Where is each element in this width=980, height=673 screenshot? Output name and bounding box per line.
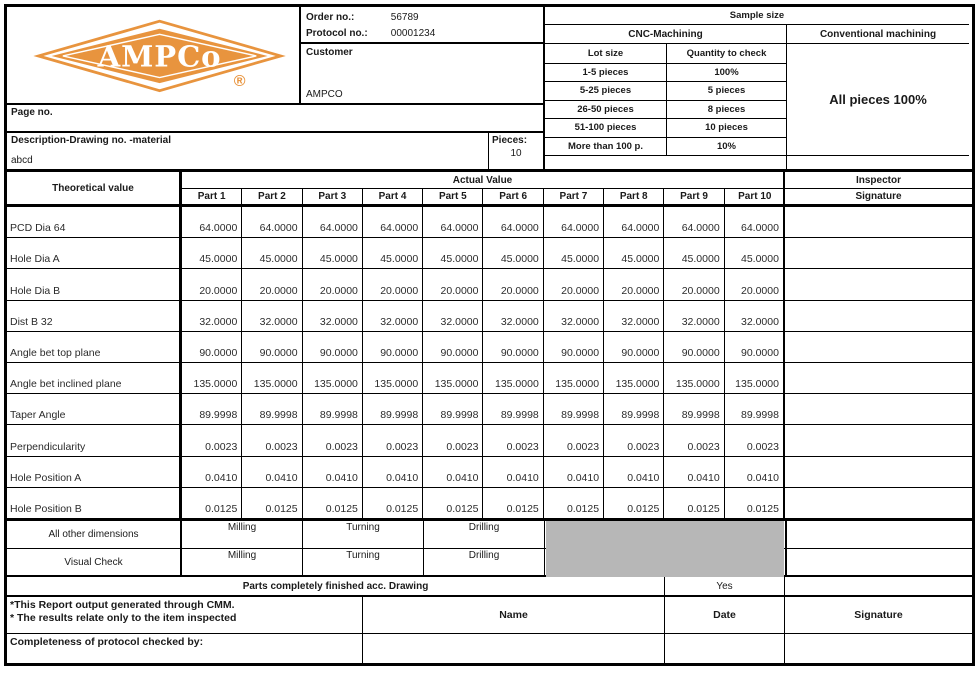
measurement-label: Hole Dia A <box>7 238 182 268</box>
turning-cell: Turning <box>303 549 424 575</box>
measurement-value: 20.0000 <box>363 269 423 299</box>
part-headers-row <box>182 189 783 204</box>
header-left <box>7 7 543 169</box>
report-note-line2: * The results relate only to the item inspected <box>10 612 237 624</box>
measurement-value: 64.0000 <box>182 207 242 237</box>
description-value: abcd <box>11 155 33 166</box>
measurement-value: 135.0000 <box>363 363 423 393</box>
name-label: Name <box>363 597 665 633</box>
measurement-value: 135.0000 <box>483 363 543 393</box>
measurement-value: 90.0000 <box>725 332 785 362</box>
measurement-value: 64.0000 <box>604 207 664 237</box>
measurement-value: 90.0000 <box>242 332 302 362</box>
measurement-value: 64.0000 <box>242 207 302 237</box>
measurement-row <box>7 488 972 518</box>
part-header: Part 7 <box>544 189 604 204</box>
inspector-empty-cell <box>785 549 972 575</box>
protocol-value: 00001234 <box>390 28 436 39</box>
order-label: Order no.: <box>306 12 355 23</box>
measurement-rows <box>7 207 972 518</box>
lot-size-table <box>545 44 787 156</box>
measurement-value: 0.0023 <box>303 425 363 455</box>
measurement-value: 0.0410 <box>725 457 785 487</box>
customer-cell <box>301 44 543 103</box>
inspector-signature-empty-cell <box>785 301 972 331</box>
measurement-value: 0.0023 <box>544 425 604 455</box>
registered-trademark-icon: ® <box>233 72 246 90</box>
measurement-value: 0.0023 <box>363 425 423 455</box>
measurement-value: 64.0000 <box>483 207 543 237</box>
lot-size-row <box>545 119 786 138</box>
measurement-row <box>7 457 972 488</box>
part-header: Part 5 <box>423 189 483 204</box>
completeness-name-empty <box>363 634 665 663</box>
header-band <box>7 7 972 172</box>
turning-cell: Turning <box>303 521 424 548</box>
measurement-value: 32.0000 <box>182 301 242 331</box>
customer-label: Customer <box>306 47 353 58</box>
measurement-value: 135.0000 <box>242 363 302 393</box>
milling-cell: Milling <box>182 549 303 575</box>
inspector-signature-empty-cell <box>785 425 972 455</box>
measurement-label: Perpendicularity <box>7 425 182 455</box>
measurement-value: 89.9998 <box>242 394 302 424</box>
measurement-value: 20.0000 <box>604 269 664 299</box>
measurement-row <box>7 425 972 456</box>
footer-band <box>7 518 972 663</box>
measurement-value: 0.0125 <box>725 488 785 518</box>
visual-check-row <box>7 549 972 577</box>
measurement-value: 135.0000 <box>604 363 664 393</box>
measurement-value: 0.0410 <box>483 457 543 487</box>
inspector-signature-empty-cell <box>785 332 972 362</box>
lot-size-cell: 1-5 pieces <box>545 64 667 82</box>
measurement-value: 90.0000 <box>604 332 664 362</box>
measurement-label: Hole Position B <box>7 488 182 518</box>
lot-size-row <box>545 64 786 83</box>
measurement-value: 0.0023 <box>423 425 483 455</box>
measurement-value: 135.0000 <box>544 363 604 393</box>
measurement-value: 45.0000 <box>604 238 664 268</box>
cnc-machining-header: CNC-Machining <box>545 25 787 43</box>
measurement-value: 45.0000 <box>242 238 302 268</box>
measurement-value: 45.0000 <box>544 238 604 268</box>
measurement-value: 90.0000 <box>544 332 604 362</box>
pieces-cell <box>488 133 543 169</box>
part-header: Part 4 <box>363 189 423 204</box>
measurement-value: 64.0000 <box>544 207 604 237</box>
report-note-row <box>7 597 972 634</box>
measurement-value: 90.0000 <box>483 332 543 362</box>
measurement-row <box>7 394 972 425</box>
measurement-value: 0.0023 <box>664 425 724 455</box>
measurement-value: 0.0125 <box>604 488 664 518</box>
ampco-logo <box>7 7 301 103</box>
quantity-to-check-cell: 8 pieces <box>707 103 746 115</box>
inspector-empty-cell <box>785 521 972 548</box>
order-protocol-cell <box>301 7 543 44</box>
part-header: Part 9 <box>664 189 724 204</box>
visual-check-label: Visual Check <box>7 549 182 575</box>
measurement-value: 20.0000 <box>725 269 785 299</box>
lot-size-row <box>545 101 786 120</box>
measurement-label: PCD Dia 64 <box>7 207 182 237</box>
measurement-value: 135.0000 <box>664 363 724 393</box>
completeness-label: Completeness of protocol checked by: <box>7 634 363 663</box>
measurement-row <box>7 332 972 363</box>
measurement-value: 32.0000 <box>363 301 423 331</box>
measurement-label: Angle bet inclined plane <box>7 363 182 393</box>
measurement-label: Dist B 32 <box>7 301 182 331</box>
completeness-row <box>7 634 972 663</box>
measurement-value: 45.0000 <box>423 238 483 268</box>
report-note <box>7 597 363 633</box>
measurement-value: 32.0000 <box>604 301 664 331</box>
measurement-value: 0.0125 <box>544 488 604 518</box>
measurement-value: 0.0125 <box>664 488 724 518</box>
logo-wordmark: AMPCo <box>97 39 222 74</box>
measurement-value: 89.9998 <box>303 394 363 424</box>
quantity-to-check-cell: 100% <box>714 66 739 78</box>
measurement-value: 45.0000 <box>664 238 724 268</box>
lot-size-cell: 26-50 pieces <box>545 101 667 119</box>
sample-size-title: Sample size <box>545 7 969 25</box>
inspector-signature-empty-cell <box>785 238 972 268</box>
measurement-value: 135.0000 <box>725 363 785 393</box>
customer-value: AMPCO <box>306 89 343 100</box>
lot-size-column-header: Lot size <box>545 44 667 63</box>
measurement-value: 90.0000 <box>423 332 483 362</box>
all-other-dimensions-label: All other dimensions <box>7 521 182 548</box>
sample-size-table <box>543 7 969 169</box>
pieces-value: 10 <box>510 148 522 159</box>
theoretical-value-header: Theoretical value <box>7 172 182 204</box>
measurement-value: 32.0000 <box>483 301 543 331</box>
measurement-value: 90.0000 <box>363 332 423 362</box>
measurement-label: Hole Position A <box>7 457 182 487</box>
measurement-value: 0.0125 <box>363 488 423 518</box>
measurement-value: 0.0023 <box>242 425 302 455</box>
measurement-value: 20.0000 <box>483 269 543 299</box>
part-header: Part 10 <box>738 191 772 202</box>
measurement-value: 45.0000 <box>483 238 543 268</box>
measurement-value: 0.0410 <box>242 457 302 487</box>
measurement-value: 64.0000 <box>725 207 785 237</box>
measurement-value: 45.0000 <box>363 238 423 268</box>
report-note-line1: *This Report output generated through CMM. <box>10 599 235 611</box>
measurement-value: 89.9998 <box>664 394 724 424</box>
drilling-cell: Drilling <box>424 549 545 575</box>
measurement-value: 89.9998 <box>423 394 483 424</box>
measurement-value: 0.0410 <box>423 457 483 487</box>
inspector-signature-empty-cell <box>785 207 972 237</box>
inspector-signature-empty-cell <box>785 394 972 424</box>
lot-size-cell: More than 100 p. <box>545 138 667 156</box>
part-header: Part 6 <box>483 189 543 204</box>
measurement-value: 90.0000 <box>664 332 724 362</box>
measurement-value: 64.0000 <box>363 207 423 237</box>
parts-finished-row <box>7 577 972 597</box>
inspector-signature-empty-cell <box>785 269 972 299</box>
measurement-value: 45.0000 <box>182 238 242 268</box>
lot-size-row <box>545 138 786 157</box>
lot-size-row <box>545 82 786 101</box>
measurement-value: 20.0000 <box>242 269 302 299</box>
date-label: Date <box>665 597 785 633</box>
measurement-value: 32.0000 <box>303 301 363 331</box>
signature-label: Signature <box>854 609 903 621</box>
measurement-value: 32.0000 <box>725 301 785 331</box>
ampco-logo-image <box>13 9 293 101</box>
parts-finished-label: Parts completely finished acc. Drawing <box>7 577 665 595</box>
drilling-cell: Drilling <box>424 521 545 548</box>
actual-value-header: Actual Value <box>182 172 783 189</box>
measurement-value: 0.0023 <box>604 425 664 455</box>
measurement-value: 20.0000 <box>544 269 604 299</box>
measurement-value: 0.0410 <box>363 457 423 487</box>
part-header: Part 1 <box>182 189 242 204</box>
measurement-value: 0.0410 <box>182 457 242 487</box>
completeness-signature-empty <box>785 634 972 663</box>
part-header: Part 3 <box>303 189 363 204</box>
part-header: Part 8 <box>604 189 664 204</box>
order-value: 56789 <box>390 12 419 23</box>
measurement-value: 0.0023 <box>725 425 785 455</box>
measurement-value: 0.0410 <box>303 457 363 487</box>
measurement-value: 135.0000 <box>423 363 483 393</box>
measurement-value: 90.0000 <box>303 332 363 362</box>
inspector-signature-empty-cell <box>785 363 972 393</box>
inspection-protocol-sheet <box>4 4 975 666</box>
all-other-dimensions-row <box>7 521 972 549</box>
measurement-value: 32.0000 <box>423 301 483 331</box>
measurement-value: 20.0000 <box>303 269 363 299</box>
measurement-value: 45.0000 <box>303 238 363 268</box>
measurement-value: 0.0410 <box>604 457 664 487</box>
not-applicable-gray-box <box>546 521 784 577</box>
lot-size-cell: 51-100 pieces <box>545 119 667 137</box>
inspector-signature-empty-cell <box>785 457 972 487</box>
milling-cell: Milling <box>182 521 303 548</box>
measurement-value: 32.0000 <box>544 301 604 331</box>
measurement-value: 89.9998 <box>604 394 664 424</box>
parts-finished-value: Yes <box>665 577 785 595</box>
measurement-value: 90.0000 <box>182 332 242 362</box>
conventional-machining-value: All pieces 100% <box>787 44 969 156</box>
measurement-value: 20.0000 <box>664 269 724 299</box>
pieces-label: Pieces: <box>492 135 528 146</box>
measurement-table-header <box>7 172 972 207</box>
measurement-value: 0.0125 <box>483 488 543 518</box>
quantity-to-check-cell: 10% <box>716 140 736 152</box>
measurement-value: 0.0410 <box>544 457 604 487</box>
measurement-value: 0.0125 <box>182 488 242 518</box>
measurement-label: Taper Angle <box>7 394 182 424</box>
measurement-value: 135.0000 <box>303 363 363 393</box>
measurement-value: 0.0023 <box>483 425 543 455</box>
protocol-label: Protocol no.: <box>306 28 368 39</box>
measurement-value: 0.0023 <box>182 425 242 455</box>
measurement-label: Hole Dia B <box>7 269 182 299</box>
inspector-header: Inspector <box>785 172 972 189</box>
measurement-value: 0.0410 <box>664 457 724 487</box>
measurement-row <box>7 269 972 300</box>
measurement-row <box>7 363 972 394</box>
lot-size-cell: 5-25 pieces <box>545 82 667 100</box>
measurement-value: 64.0000 <box>423 207 483 237</box>
measurement-value: 20.0000 <box>423 269 483 299</box>
measurement-value: 20.0000 <box>182 269 242 299</box>
measurement-value: 135.0000 <box>182 363 242 393</box>
measurement-value: 64.0000 <box>303 207 363 237</box>
part-header: Part 2 <box>242 189 302 204</box>
description-label: Description-Drawing no. -material <box>11 135 172 146</box>
measurement-label: Angle bet top plane <box>7 332 182 362</box>
measurement-value: 89.9998 <box>182 394 242 424</box>
conventional-machining-header: Conventional machining <box>819 28 937 40</box>
inspector-signature-empty-cell <box>785 488 972 518</box>
quantity-column-header: Quantity to check <box>686 47 767 59</box>
measurement-row <box>7 207 972 238</box>
measurement-value: 89.9998 <box>483 394 543 424</box>
completeness-date-empty <box>665 634 785 663</box>
page-no-cell: Page no. <box>7 105 543 133</box>
description-cell <box>7 133 488 169</box>
measurement-row <box>7 301 972 332</box>
measurement-value: 45.0000 <box>725 238 785 268</box>
measurement-value: 64.0000 <box>664 207 724 237</box>
lot-size-column-headers <box>545 44 786 64</box>
measurement-value: 32.0000 <box>664 301 724 331</box>
sample-size-empty-row <box>545 156 969 169</box>
measurement-value: 89.9998 <box>544 394 604 424</box>
measurement-value: 89.9998 <box>725 394 785 424</box>
measurement-row <box>7 238 972 269</box>
signature-header: Signature <box>855 191 902 202</box>
quantity-to-check-cell: 10 pieces <box>705 122 748 134</box>
measurement-value: 0.0125 <box>423 488 483 518</box>
quantity-to-check-cell: 5 pieces <box>707 85 746 97</box>
measurement-value: 0.0125 <box>242 488 302 518</box>
measurement-value: 89.9998 <box>363 394 423 424</box>
measurement-value: 32.0000 <box>242 301 302 331</box>
measurement-value: 0.0125 <box>303 488 363 518</box>
